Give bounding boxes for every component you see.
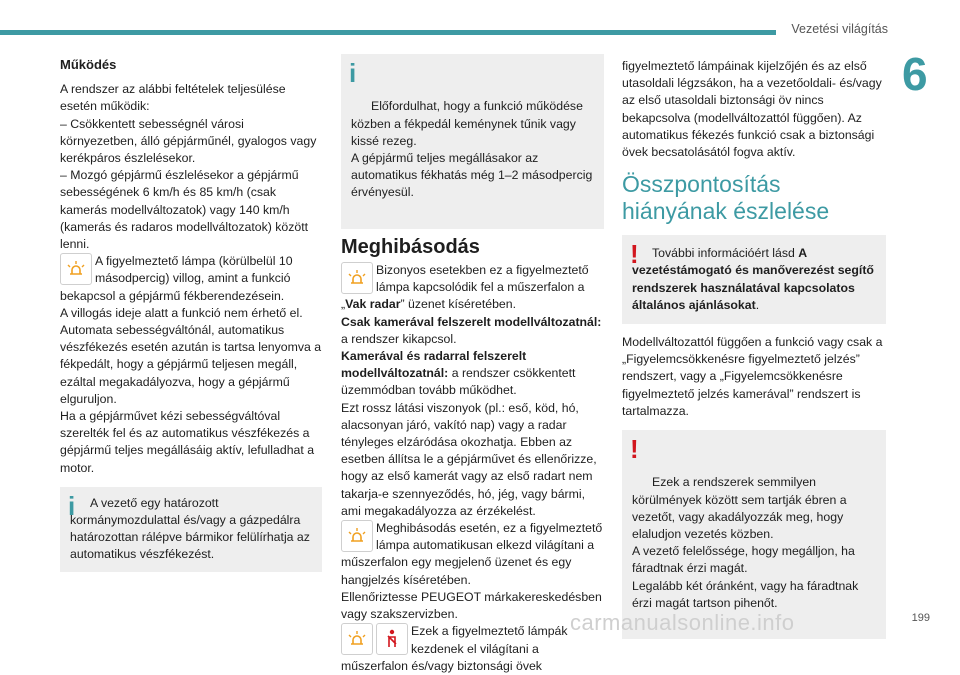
- text-run: További információért lásd: [652, 246, 799, 261]
- paragraph: Ha a gépjárművet kézi sebességváltóval szerelték fel és az automatikus vészfékezés a gépjármű teljes megállásáig aktív, lefulladhat a motor.: [60, 409, 315, 475]
- page-header: [0, 0, 960, 42]
- warning-box: [622, 430, 886, 639]
- bold-reference: A vezetéstámogató és manőverezést segítő rendszerek használatával kapcsolatos általános ajánlásokat: [632, 246, 874, 312]
- paragraph: Automata sebességváltónál, automatikus vészfékezés esetén azután is tartsa lenyomva a fékpedált, hogy a gépjármű teljesen megáll, ezáltal megakadályozva, hogy a gépjármű elguruljon.: [60, 323, 322, 406]
- warning-box: [622, 235, 886, 324]
- section-heading-osszpontositas: Összpontosítás hiányának észlelése: [622, 171, 830, 225]
- brake-warning-lamp-icon: [341, 520, 373, 552]
- brake-warning-lamp-icon: [341, 262, 373, 294]
- bold-label: Kamerával és radarral felszerelt modellváltozatnál:: [341, 349, 527, 381]
- info-text: A vezető egy határozott kormánymozdulattal és/vagy a gázpedálra határozottan rálépve bármikor felülírhatja az automatikus vészfékezést.: [70, 495, 310, 562]
- info-box: [341, 54, 604, 229]
- text-run: a rendszer csökkentett üzemmódban tovább működhet.: [341, 366, 576, 398]
- section-heading-meghibasodas: Meghibásodás: [341, 235, 480, 258]
- brake-warning-lamp-icon: [60, 253, 92, 285]
- seatbelt-airbag-lamp-icon: [376, 623, 408, 655]
- paragraph: – Mozgó gépjármű észlelésekor a gépjármű sebességének 6 km/h és 85 km/h (csak kamerás modellváltozatok) vagy 140 km/h (kamerás és radaros modellváltozatok) között lenni.: [60, 168, 309, 252]
- paragraph: A rendszer az alábbi feltételek teljesülése esetén működik:: [60, 82, 286, 114]
- column-2: [341, 54, 604, 675]
- column-3: [622, 58, 886, 647]
- page-number: 199: [911, 612, 930, 624]
- paragraph: [341, 314, 604, 348]
- warning-text: Ezek a rendszerek semmilyen körülmények között sem tartják ébren a vezetőt, vagy akadályozzák meg, hogy elaludjon vezetés közben. A vezető felelőssége, hogy megálljon, ha fáradtnak érzi magát. Legalább két óránként, vagy ha fáradtnak érzi magát tartson pihenőt.: [632, 475, 859, 610]
- paragraph: – Csökkentett sebességnél városi környezetben, álló gépjárműnél, gyalogos vagy kerékpáros észlelésekor.: [60, 116, 317, 166]
- text-run: a rendszer kikapcsol.: [341, 331, 457, 346]
- running-title: Vezetési világítás: [791, 22, 888, 36]
- lamp-paragraph: [60, 253, 322, 305]
- text-run: Bizonyos esetekben ez a figyelmeztető lámpa kapcsolódik fel a műszerfalon a „: [341, 263, 589, 312]
- text-run: .: [755, 297, 760, 312]
- info-text: Előfordulhat, hogy a funkció működése közben a fékpedál keménynek tűnik vagy kissé rezeg. A gépjármű teljes megállásakor az automatikus fékhatás még 1–2 másodpercig érvényesül.: [351, 99, 593, 200]
- bold-label: Csak kamerával felszerelt modellváltozatnál:: [341, 314, 602, 329]
- warning-icon: !: [630, 434, 639, 465]
- lamp-paragraph: [341, 520, 604, 589]
- paragraph: [341, 262, 604, 314]
- header-rule: [0, 30, 776, 35]
- warning-text: [632, 245, 876, 314]
- paragraph: Ellenőriztesse PEUGEOT márkakereskedésben vagy szakszervizben.: [341, 589, 602, 622]
- paragraph: Modellváltozattól függően a funkció vagy csak a „Figyelemcsökkenésre figyelmeztető jelzés” rendszert, vagy a „Figyelemcsökkenésre figyelmeztető jelzés kamerával” rendszert is tartalmazza.: [622, 335, 883, 418]
- chapter-marker: [902, 44, 960, 104]
- paragraph: Ezek a figyelmeztető lámpák kezdenek el világítani a műszerfalon és/vagy biztonsági övek: [341, 624, 568, 673]
- text-run: ” üzenet kíséretében.: [400, 297, 517, 312]
- info-box: [60, 487, 322, 572]
- paragraph: Meghibásodás esetén, ez a figyelmeztető lámpa automatikusan elkezd világítani a műszerfalon egy megjelenő üzenet és egy hangjelzés kíséretében.: [341, 521, 603, 587]
- watermark: carmanualsonline.info: [570, 610, 795, 635]
- lamp-paragraph: [341, 623, 604, 675]
- subheading-mukodes: Működés: [60, 57, 117, 72]
- lamp-paragraph: [341, 262, 604, 314]
- brake-warning-lamp-icon: [341, 623, 373, 655]
- paragraph: figyelmeztető lámpáinak kijelzőjén és az első utasoldali légzsákon, ha a vezetőoldali- és/vagy az első utasoldali biztonsági öv nincs bekapcsolva (modellváltozattól függően). Az automatikus fékezés funkció csak a biztonsági övek becsatolásától fogva aktív.: [622, 59, 882, 160]
- info-icon: i: [68, 490, 76, 521]
- paragraph: A figyelmeztető lámpa (körülbelül 10 másodpercig) villog, amint a funkció bekapcsol a gépjármű fékberendezésein.: [60, 254, 293, 303]
- warning-icon: !: [630, 239, 639, 270]
- column-1: [60, 56, 322, 580]
- paragraph: Ezt rossz látási viszonyok (pl.: eső, köd, hó, alacsonyan járó, vakító nap) vagy a radar tényleges elzáródása okozhatja. Ebben az esetben állítsa le a gépjárművet és ellenőrizze, hogy az első kamerát vagy az első radart nem takarja-e szennyeződés, hó, jég, vagy bármi, ami megakadályozza az érzékelést.: [341, 400, 597, 518]
- chapter-number: 6: [902, 48, 928, 100]
- paragraph: [341, 348, 604, 400]
- info-icon: i: [349, 58, 357, 88]
- paragraph: A villogás ideje alatt a funkció nem érhető el.: [60, 305, 303, 320]
- message-name: Vak radar: [345, 297, 401, 312]
